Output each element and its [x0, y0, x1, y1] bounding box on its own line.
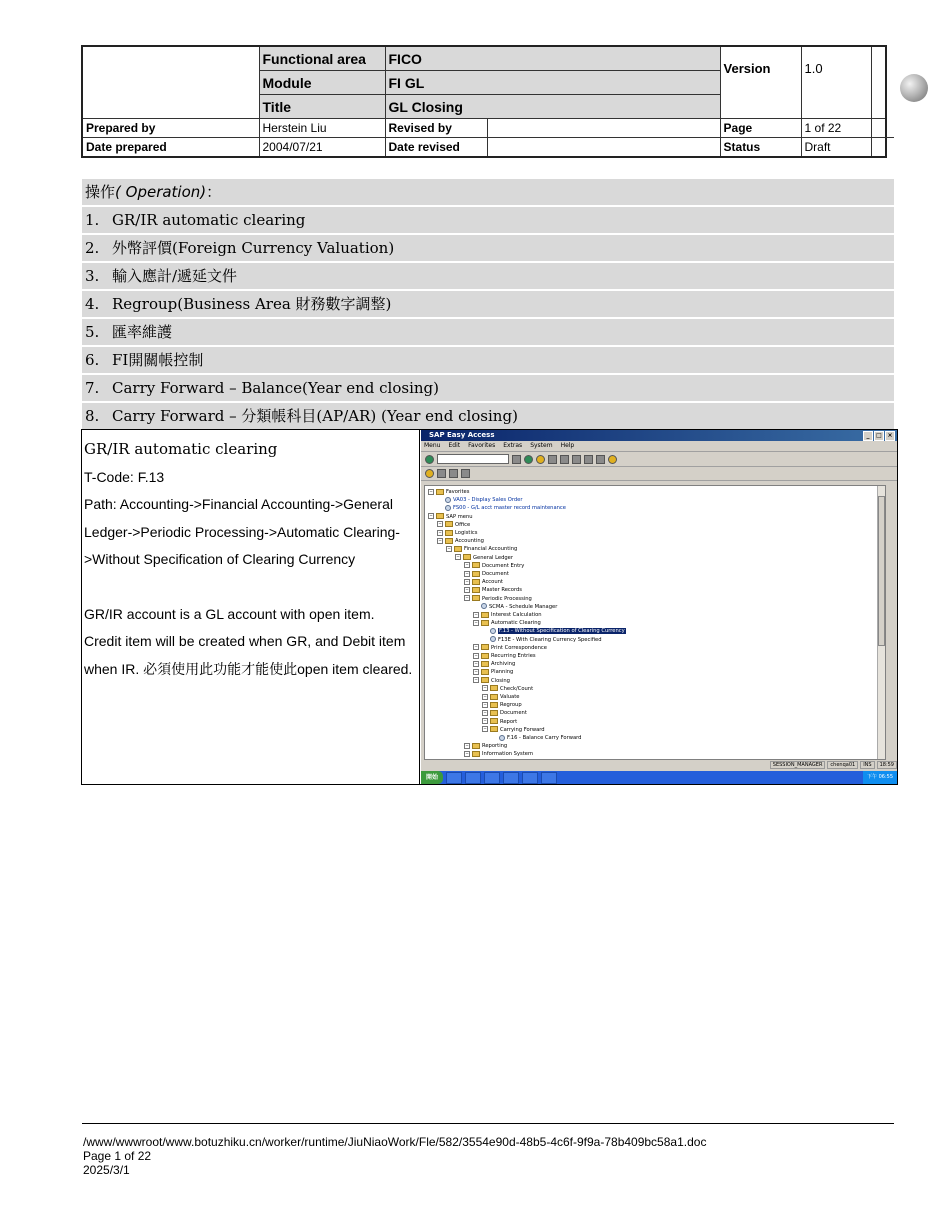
tree-node[interactable]: − Financial Accounting	[447, 545, 518, 553]
folder-icon	[490, 726, 498, 732]
folder-icon	[481, 644, 489, 650]
tree-node[interactable]: − Report	[483, 718, 518, 725]
expand-icon[interactable]: −	[465, 742, 469, 748]
expand-icon[interactable]: −	[429, 513, 433, 519]
menu-path-text: Path: Accounting->Financial Accounting->General Ledger->Periodic Processing->Automatic Clearing->Without Specification of Clearing Currency	[84, 496, 400, 567]
folder-icon	[436, 513, 444, 519]
section-divider	[419, 430, 420, 784]
status-value: Draft	[801, 138, 871, 158]
folder-icon	[481, 669, 489, 675]
prepared-by-label: Prepared by	[82, 119, 259, 138]
expand-icon[interactable]: −	[465, 562, 469, 568]
favorites-icon	[449, 469, 458, 478]
folder-icon	[463, 554, 471, 560]
folder-icon	[472, 579, 480, 585]
folder-icon	[490, 718, 498, 724]
folder-icon	[481, 661, 489, 667]
tree-node[interactable]: − Automatic Clearing	[474, 619, 541, 627]
command-field	[437, 454, 509, 464]
gr-ir-section	[81, 429, 898, 785]
print-icon	[560, 455, 569, 464]
tree-node[interactable]: − Favorites	[429, 488, 470, 495]
document-header-table	[81, 45, 887, 158]
expand-icon[interactable]: −	[438, 521, 442, 527]
tree-node[interactable]: − Recurring Entries	[474, 652, 536, 659]
tree-node[interactable]: F.16 - Balance Carry Forward	[491, 734, 581, 742]
page-footer	[83, 1135, 706, 1177]
tree-node[interactable]: − Regroup	[483, 701, 522, 709]
expand-icon[interactable]: −	[447, 545, 451, 551]
sphere-decoration-icon	[900, 74, 928, 102]
operation-item: 1. GR/IR automatic clearing	[82, 207, 894, 233]
tree-node[interactable]: − Periodic Processing	[465, 595, 532, 602]
operation-heading: 操作( Operation)：	[82, 179, 894, 205]
transaction-icon	[445, 497, 451, 503]
exit-icon	[536, 455, 545, 464]
transaction-icon	[490, 628, 496, 634]
page-value: 1 of 22	[801, 119, 871, 138]
footer-rule	[82, 1123, 894, 1124]
start-button: 開始	[421, 771, 443, 784]
folder-icon	[490, 710, 498, 716]
expand-icon[interactable]: −	[465, 578, 469, 584]
title-label: Title	[259, 95, 385, 119]
folder-icon	[445, 530, 453, 536]
tree-node[interactable]: − Closing	[474, 677, 510, 684]
functional-area-label: Functional area	[259, 46, 385, 71]
tree-node[interactable]: − Account	[465, 578, 503, 586]
maximize-icon: □	[874, 431, 884, 441]
tree-node[interactable]: − Print Correspondence	[474, 644, 547, 651]
tree-node[interactable]: SCMA - Schedule Manager	[473, 603, 557, 611]
expand-icon[interactable]: −	[474, 677, 478, 683]
expand-icon[interactable]: −	[474, 668, 478, 674]
module-label: Module	[259, 71, 385, 95]
expand-icon[interactable]: −	[474, 619, 478, 625]
expand-icon[interactable]: −	[438, 537, 442, 543]
title-value: GL Closing	[385, 95, 720, 119]
operation-item: 3. 輸入應計/遞延文件	[82, 263, 894, 289]
operation-item: 7. Carry Forward – Balance(Year end closing)	[82, 375, 894, 401]
tree-node[interactable]: − Reporting	[465, 742, 508, 750]
cancel-icon	[548, 455, 557, 464]
revised-by-label: Revised by	[385, 119, 487, 138]
expand-icon[interactable]: −	[456, 554, 460, 560]
transaction-icon	[499, 735, 505, 741]
sap-standard-toolbar	[421, 452, 897, 467]
save-icon	[512, 455, 521, 464]
folder-icon	[472, 571, 480, 577]
find-icon	[572, 455, 581, 464]
section-description: GR/IR account is a GL account with open item. Credit item will be created when GR, and Debit item when IR. 必須使用此功能才能使此open item cleared.	[84, 605, 413, 677]
expand-icon[interactable]: −	[483, 701, 487, 707]
folder-icon	[445, 538, 453, 544]
date-prepared-value: 2004/07/21	[259, 138, 385, 158]
prepared-by-value: Herstein Liu	[259, 119, 385, 138]
enter-icon	[425, 455, 434, 464]
expand-icon[interactable]: −	[474, 611, 478, 617]
date-prepared-label: Date prepared	[82, 138, 259, 158]
expand-icon[interactable]: −	[429, 488, 433, 494]
folder-icon	[436, 489, 444, 495]
page-icon	[584, 455, 593, 464]
folder-icon	[472, 562, 480, 568]
folder-icon	[481, 620, 489, 626]
tree-node[interactable]: − SAP menu	[429, 513, 473, 520]
folder-icon	[481, 677, 489, 683]
tree-node[interactable]: − Document	[483, 709, 527, 717]
folder-icon	[472, 595, 480, 601]
operation-item: 6. FI開關帳控制	[82, 347, 894, 373]
expand-icon[interactable]: −	[438, 529, 442, 535]
transaction-icon	[490, 636, 496, 642]
tree-node[interactable]: − Archiving	[474, 660, 516, 668]
tree-node[interactable]: − Document Entry	[465, 562, 525, 569]
tree-node[interactable]: − General Ledger	[456, 554, 513, 561]
expand-icon[interactable]: −	[483, 709, 487, 715]
date-revised-label: Date revised	[385, 138, 487, 158]
tree-node[interactable]: − Valuate	[483, 693, 520, 700]
date-revised-value	[487, 138, 720, 158]
tree-node[interactable]: − Office	[438, 521, 471, 528]
folder-icon	[425, 469, 434, 478]
version-value: 1.0	[801, 46, 871, 119]
edit-icon	[461, 469, 470, 478]
folder-icon	[472, 743, 480, 749]
operation-item: 8. Carry Forward – 分類帳科目(AP/AR) (Year end closing)	[82, 403, 894, 429]
expand-icon[interactable]: −	[483, 693, 487, 699]
tree-node[interactable]: − Carrying Forward	[483, 726, 545, 733]
operation-item: 4. Regroup(Business Area 財務數字調整)	[82, 291, 894, 317]
operation-item: 2. 外幣評價(Foreign Currency Valuation)	[82, 235, 894, 261]
sap-screenshot	[421, 430, 897, 784]
expand-icon[interactable]: −	[465, 586, 469, 592]
footer-file-path: /www/wwwroot/www.botuzhiku.cn/worker/runtime/JiuNiaoWork/Fle/582/3554e90d-48b5-4c6f-9f9a-78b409bc58a1.doc	[83, 1135, 707, 1149]
folder-icon	[472, 587, 480, 593]
header-blank-cell	[82, 46, 259, 119]
section-title: GR/IR automatic clearing	[84, 440, 278, 458]
expand-icon[interactable]: −	[483, 718, 487, 724]
folder-icon	[481, 653, 489, 659]
user-menu-icon	[437, 469, 446, 478]
expand-icon[interactable]: −	[483, 726, 487, 732]
folder-icon	[490, 702, 498, 708]
folder-icon	[490, 694, 498, 700]
tree-node[interactable]: VA03 - Display Sales Order	[437, 496, 523, 504]
section-text	[84, 436, 414, 683]
minimize-icon: _	[863, 431, 873, 441]
tree-node[interactable]: F13E - With Clearing Currency Specified	[482, 636, 602, 644]
tree-scrollbar	[877, 486, 885, 759]
tree-node[interactable]: FS00 - G/L acct master record maintenance	[437, 504, 566, 512]
footer-page-number: Page 1 of 22	[83, 1149, 152, 1163]
version-label: Version	[720, 46, 801, 119]
close-icon: ×	[885, 431, 895, 441]
tree-node[interactable]: − Check/Count	[483, 685, 534, 692]
module-value: FI GL	[385, 71, 720, 95]
transaction-icon	[445, 505, 451, 511]
back-icon	[524, 455, 533, 464]
sap-menu-tree	[424, 485, 886, 760]
tree-node[interactable]: − Master Records	[465, 586, 522, 594]
system-tray-clock: 下午 06:55	[863, 771, 897, 784]
sap-application-toolbar	[421, 467, 897, 481]
folder-icon	[481, 612, 489, 618]
operation-item: 5. 匯率維護	[82, 319, 894, 345]
operation-list	[82, 179, 894, 431]
transaction-icon	[481, 603, 487, 609]
expand-icon[interactable]: −	[474, 644, 478, 650]
folder-icon	[454, 546, 462, 552]
tree-node[interactable]: − Accounting	[438, 537, 484, 545]
folder-icon	[472, 751, 480, 757]
page-label: Page	[720, 119, 801, 138]
status-label: Status	[720, 138, 801, 158]
tree-node[interactable]: − Interest Calculation	[474, 611, 542, 618]
tree-node[interactable]: − Information System	[465, 750, 534, 758]
functional-area-value: FICO	[385, 46, 720, 71]
page-icon	[596, 455, 605, 464]
footer-date: 2025/3/1	[83, 1163, 130, 1177]
sap-status-bar: SESSION_MANAGER chenqa01 INS 18:59	[421, 761, 897, 770]
expand-icon[interactable]: −	[465, 750, 469, 756]
tree-node[interactable]: − Planning	[474, 668, 514, 676]
expand-icon[interactable]: −	[474, 652, 478, 658]
folder-icon	[445, 521, 453, 527]
tree-node[interactable]: − Document	[465, 570, 509, 577]
sap-title-bar: SAP Easy Access _ □ ×	[421, 430, 897, 441]
expand-icon[interactable]: −	[474, 660, 478, 666]
sap-menu-bar: Menu Edit Favorites Extras System Help	[421, 441, 897, 452]
folder-icon	[490, 685, 498, 691]
expand-icon[interactable]: −	[465, 570, 469, 576]
expand-icon[interactable]: −	[483, 685, 487, 691]
expand-icon[interactable]: −	[465, 595, 469, 601]
revised-by-value	[487, 119, 720, 138]
tree-node[interactable]: − Logistics	[438, 529, 478, 536]
windows-taskbar	[421, 771, 897, 784]
help-icon	[608, 455, 617, 464]
tree-node[interactable]: F.13 - Without Specification of Clearing Currency	[482, 627, 626, 635]
header-rule	[878, 137, 894, 138]
tcode-text: T-Code: F.13	[84, 468, 165, 485]
